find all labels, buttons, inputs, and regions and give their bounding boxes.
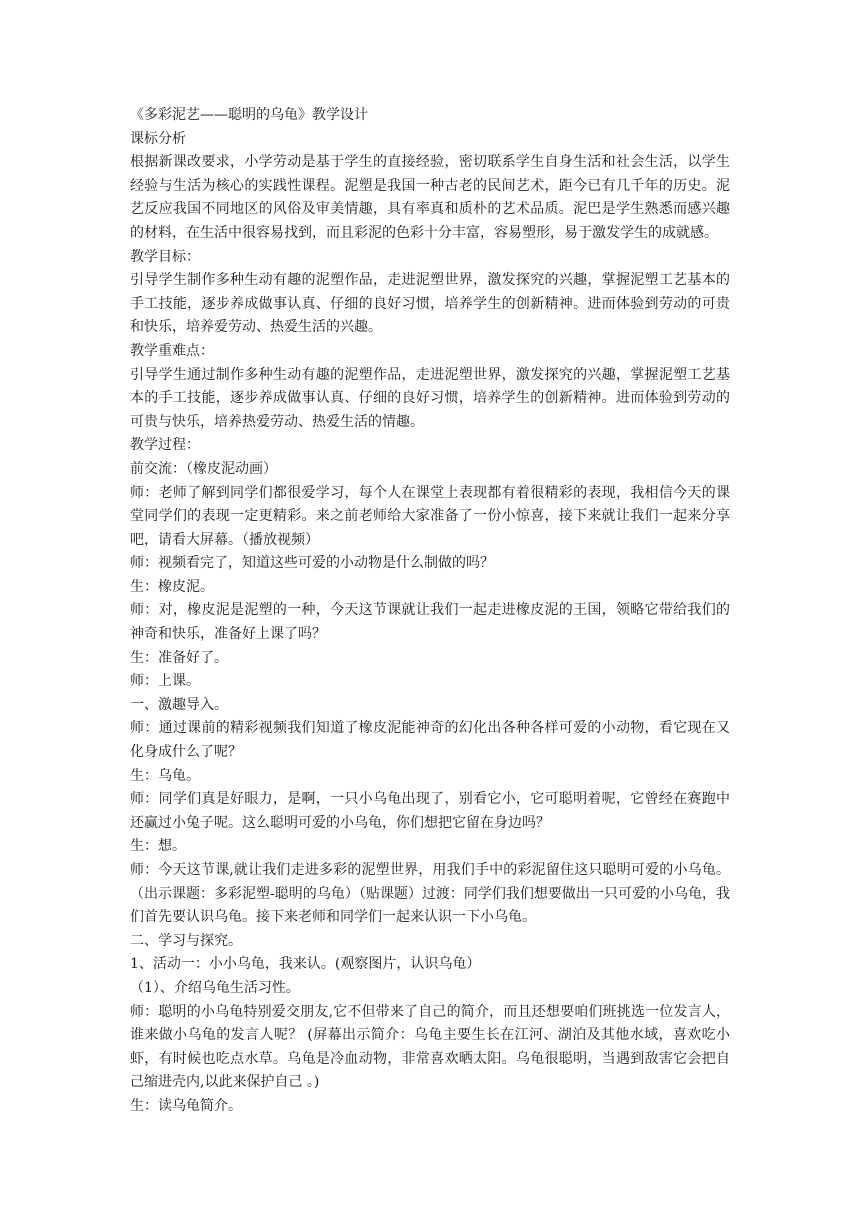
section-heading: 教学目标：	[130, 248, 200, 265]
section-heading: 教学过程：	[130, 437, 200, 454]
paragraph: 根据新课改要求，小学劳动是基于学生的直接经验，密切联系学生自身生活和社会生活，以学生经验与生活为核心的实践性课程。泥塑是我国一种古老的民间艺术，距今已有几千年的历史。泥艺反应我国不同地区的风俗及审美情趣，具有率真和质朴的艺术品质。泥巴是学生熟悉而感兴趣的材料，在生活中很容易找到，而且彩泥的色彩十分丰富，容易塑形，易于激发学生的成就感。	[130, 154, 730, 241]
dialogue-line: 生：读乌龟简介。	[130, 1097, 242, 1114]
document-body	[130, 104, 730, 1119]
paragraph: 前交流：（橡皮泥动画）	[130, 460, 277, 477]
section-heading: 教学重难点：	[130, 342, 214, 359]
dialogue-line: 师：通过课前的精彩视频我们知道了橡皮泥能神奇的幻化出各种各样可爱的小动物，看它现在又化身成什么了呢？	[130, 720, 730, 761]
dialogue-line: 生：准备好了。	[130, 649, 228, 666]
dialogue-line: 师：对，橡皮泥是泥塑的一种，今天这节课就让我们一起走进橡皮泥的王国，领略它带给我们的神奇和快乐，准备好上课了吗？	[130, 602, 730, 643]
dialogue-line: 师：视频看完了，知道这些可爱的小动物是什么制做的吗？	[130, 555, 494, 572]
section-heading: 二、学习与探究。	[130, 932, 242, 949]
dialogue-line: 师：同学们真是好眼力，是啊，一只小乌龟出现了，别看它小，它可聪明着呢，它曾经在赛跑中还赢过小兔子呢。这么聪明可爱的小乌龟，你们想把它留在身边吗？	[130, 791, 730, 831]
section-heading: 一、激趣导入。	[130, 696, 228, 713]
activity-heading: 1、活动一：小小乌龟，我来认。(观察图片，认识乌龟）	[130, 956, 481, 973]
dialogue-line: 师：老师了解到同学们都很爱学习，每个人在课堂上表现都有着很精彩的表现，我相信今天的课堂同学们的表现一定更精彩。来之前老师给大家准备了一份小惊喜，接下来就让我们一起来分享吧，请看大屏幕。（播放视频）	[130, 484, 730, 548]
document-title: 《多彩泥艺——聪明的乌龟》教学设计	[130, 107, 368, 123]
dialogue-line: 师：上课。	[130, 673, 200, 690]
paragraph: 引导学生通过制作多种生动有趣的泥塑作品，走进泥塑世界，激发探究的兴趣，掌握泥塑工艺基本的手工技能，逐步养成做事认真、仔细的良好习惯，培养学生的创新精神。进而体验到劳动的可贵与快乐，培养热爱劳动、热爱生活的情趣。	[130, 366, 730, 430]
dialogue-line: 师：今天这节课,就让我们走进多彩的泥塑世界，用我们手中的彩泥留住这只聪明可爱的小乌龟。（出示课题：多彩泥塑-聪明的乌龟）（贴课题）过渡：同学们我们想要做出一只可爱的小乌龟，我们首先要认识乌龟。接下来老师和同学们一起来认识一下小乌龟。	[130, 862, 730, 926]
paragraph: 引导学生制作多种生动有趣的泥塑作品，走进泥塑世界，激发探究的兴趣，掌握泥塑工艺基本的手工技能，逐步养成做事认真、仔细的良好习惯，培养学生的创新精神。进而体验到劳动的可贵和快乐，培养爱劳动、热爱生活的兴趣。	[130, 272, 730, 336]
dialogue-line: 生：橡皮泥。	[130, 578, 214, 595]
section-heading: 课标分析	[130, 130, 186, 147]
dialogue-line: 生：乌龟。	[130, 767, 200, 784]
dialogue-line: 师：聪明的小乌龟特别爱交朋友,它不但带来了自己的简介，而且还想要咱们班挑选一位发言人，谁来做小乌龟的发言人呢？ (屏幕出示简介：乌龟主要生长在江河、湖泊及其他水域，喜欢吃小虾，有时候也吃点水草。乌龟是冷血动物，非常喜欢晒太阳。乌龟很聪明，当遇到敌害它会把自己缩进壳内,以此来保护自己 。)	[130, 1003, 730, 1091]
dialogue-line: 生：想。	[130, 838, 186, 855]
sub-heading: （1）、介绍乌龟生活习性。	[130, 979, 300, 996]
